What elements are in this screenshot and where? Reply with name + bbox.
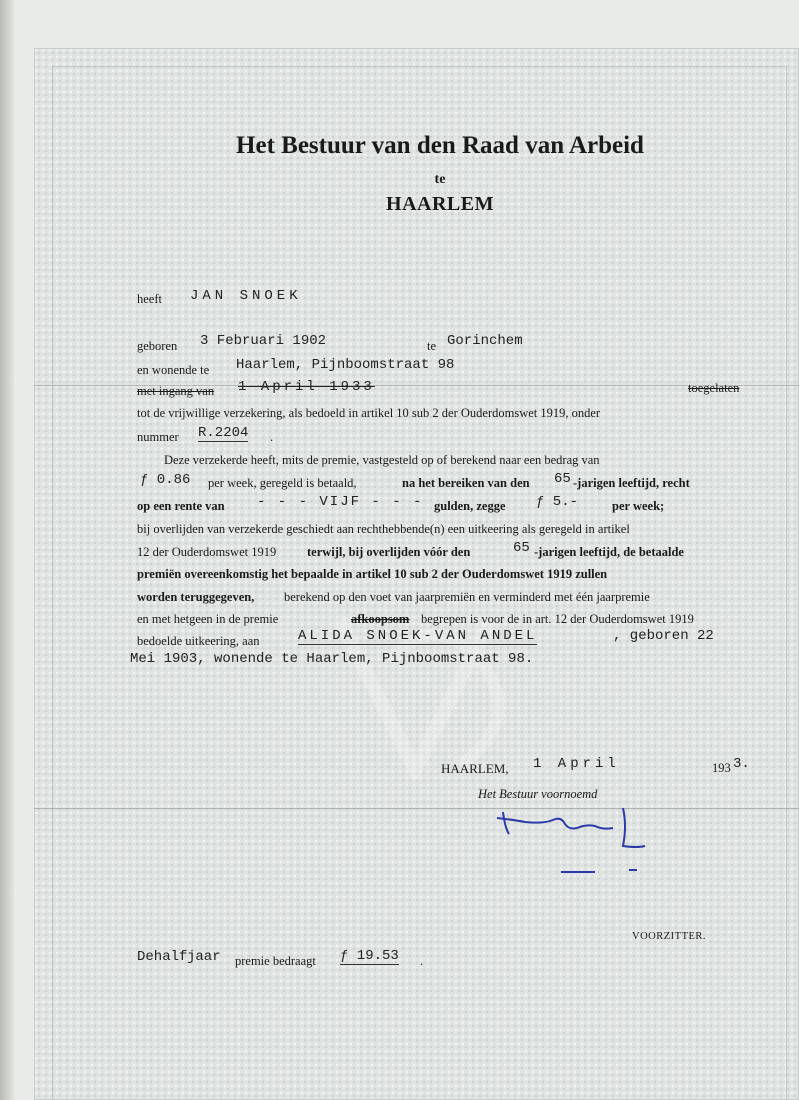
insured-name: JAN SNOEK — [190, 288, 302, 304]
birth-place: Gorinchem — [447, 333, 523, 349]
toegelaten-label: toegelaten — [688, 381, 740, 395]
geboren-label: geboren — [137, 339, 178, 353]
jarigen-text: -jarigen leeftijd, recht — [573, 476, 690, 490]
watermark-logo — [320, 600, 550, 780]
line-tot: tot de vrijwillige verzekering, als bedoeld in artikel 10 sub 2 der Ouderdomswet 1919, onder — [137, 406, 601, 420]
premie-amount: ƒ 0.86 — [140, 472, 191, 488]
issue-year-prefix: 193 — [712, 761, 731, 775]
bedoelde-label: bedoelde uitkeering, aan — [137, 634, 260, 648]
line-hetgeen-b: begrepen is voor de in art. 12 der Ouderdomswet 1919 — [421, 612, 694, 626]
issue-date: 1 April — [533, 756, 620, 772]
voorzitter-label: VOORZITTER. — [632, 931, 707, 942]
place-label: HAARLEM, — [441, 761, 509, 776]
halfjaar-amount: ƒ 19.53 — [340, 948, 399, 964]
issue-year-digit: 3. — [733, 756, 750, 772]
beneficiary-rest: , geboren 22 — [613, 628, 714, 644]
age-value: 65 — [554, 471, 571, 487]
age-value-2: 65 — [513, 540, 530, 556]
signature — [495, 800, 655, 890]
halfjaar-typed: Dehalf — [137, 949, 188, 965]
line-overlijden: bij overlijden van verzekerde geschiedt aan rechthebbende(n) een uitkeering als geregeld in artikel — [137, 522, 630, 536]
line-deze: Deze verzekerde heeft, mits de premie, vastgesteld op of berekend naar een bedrag van — [164, 453, 600, 467]
birth-date: 3 Februari 1902 — [200, 333, 327, 349]
line-hetgeen-a: en met hetgeen in de premie — [137, 612, 279, 626]
rente-text: op een rente van — [137, 499, 225, 513]
per-week-text: per week, geregeld is betaald, — [208, 476, 357, 490]
bestuur-voornoemd: Het Bestuur voornoemd — [478, 787, 598, 801]
line-12-bold-2: -jarigen leeftijd, de betaalde — [534, 545, 684, 559]
wonende-label: en wonende te — [137, 363, 210, 377]
rente-words: - - - VIJF - - - — [257, 494, 424, 510]
halfjaar-typed-2: jaar — [187, 949, 221, 965]
rente-amount: ƒ 5.- — [536, 494, 579, 510]
ingang-date: 1 April 1933 — [238, 379, 375, 395]
fold-line-bottom — [34, 808, 799, 809]
bereiken-text: na het bereiken van den — [402, 476, 530, 490]
line-worden-bold: worden teruggegeven, — [137, 590, 255, 604]
per-week-2: per week; — [612, 499, 665, 513]
struck-word: afkoopsom — [351, 612, 410, 626]
heeft-label: heeft — [137, 292, 162, 306]
address: Haarlem, Pijnboomstraat 98 — [236, 357, 455, 373]
nummer-period: . — [270, 430, 274, 444]
te-label: te — [434, 172, 446, 187]
halfjaar-text: premie bedraagt — [235, 954, 316, 968]
line-12-normal: 12 der Ouderdomswet 1919 — [137, 545, 277, 559]
te-birthplace-label: te — [427, 339, 437, 353]
halfjaar-end: . — [420, 954, 424, 968]
nummer-label: nummer — [137, 430, 179, 444]
nummer-value: R.2204 — [198, 425, 249, 441]
gulden-text: gulden, zegge — [434, 499, 506, 513]
line-mei: Mei 1903, wonende te Haarlem, Pijnboomstraat 98. — [130, 651, 534, 667]
paper-border — [52, 66, 787, 1100]
document-title: Het Bestuur van den Raad van Arbeid — [236, 132, 644, 159]
scan-edge — [0, 0, 14, 1100]
line-12-bold: terwijl, bij overlijden vóór den — [307, 545, 471, 559]
line-premien: premiën overeenkomstig het bepaalde in artikel 10 sub 2 der Ouderdomswet 1919 zullen — [137, 567, 608, 581]
city-heading: HAARLEM — [386, 193, 494, 215]
beneficiary-name: ALIDA SNOEK-VAN ANDEL — [298, 628, 538, 644]
line-worden-normal: berekend op den voet van jaarpremiën en verminderd met één jaarpremie — [284, 590, 650, 604]
ingang-label: met ingang van — [137, 384, 215, 398]
